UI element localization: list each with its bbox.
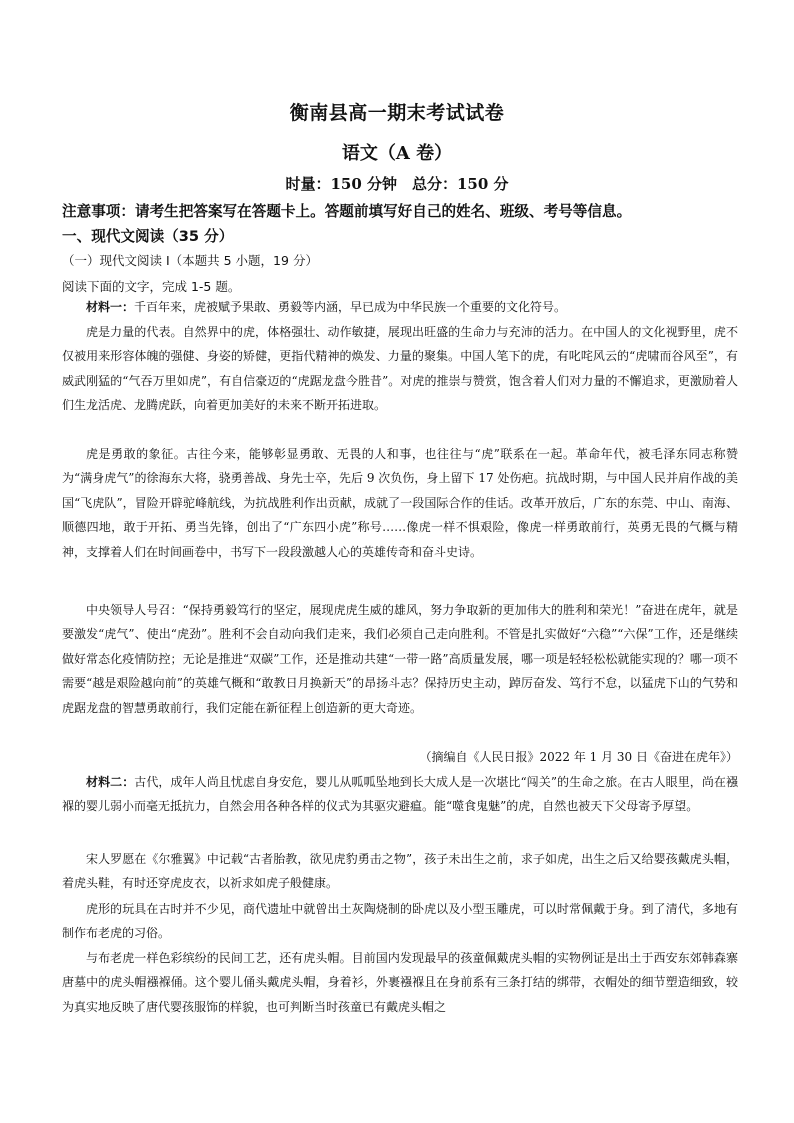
material1-paragraph-4: 中央领导人号召：“保持勇毅笃行的坚定，展现虎虎生威的雄风，努力争取新的更加伟大的胜利和荣光！”奋进在虎年，就是要激发“虎气”、使出“虎劲”。胜利不会自动向我们走来，我们必须自己走向胜利。不管是扎实做好“六稳”“六保”工作，还是继续做好常态化疫情防控；无论是推进“双碳”工作，还是推动共建“一带一路”高质量发展，哪一项是轻轻松松就能实现的？哪一项不需要“越是艰险越向前”的英雄气概和“敢教日月换新天”的昂扬斗志？保持历史主动，踔厉奋发、笃行不怠，以猛虎下山的气势和虎踞龙盘的智慧勇敢前行，我们定能在新征程上创造新的更大奇迹。 xyxy=(62,603,738,715)
material1-source: （摘编自《人民日报》2022 年 1 月 30 日《奋进在虎年》） xyxy=(419,750,738,764)
material2-paragraph-3: 虎形的玩具在古时并不少见，商代遗址中就曾出土灰陶烧制的卧虎以及小型玉雕虎，可以时常佩戴于身。到了清代，多地有制作布老虎的习俗。 xyxy=(62,902,738,941)
material1-paragraph-2: 虎是力量的代表。自然界中的虎，体格强壮、动作敏捷，展现出旺盛的生命力与充沛的活力。在中国人的文化视野里，虎不仅被用来形容体魄的强健、身姿的矫健，更指代精神的焕发、力量的聚集。中国人笔下的虎，有叱咤风云的“虎啸而谷风至”，有威武刚猛的“气吞万里如虎”，有自信豪迈的“虎踞龙盘今胜昔”。对虎的推崇与赞赏，饱含着人们对力量的不懈追求，更激励着人们生龙活虎、龙腾虎跃，向着更加美好的未来不断开拓进取。 xyxy=(62,325,738,413)
material2-paragraph-1: 古代，成年人尚且忧虑自身安危，婴儿从呱呱坠地到长大成人是一次堪比“闯关”的生命之旅。在古人眼里，尚在襁褓的婴儿弱小而毫无抵抗力，自然会用各种各样的仪式为其驱灾避瘟。能“噬食鬼魅”的虎，自然也被天下父母寄予厚望。 xyxy=(62,775,738,814)
material2-intro xyxy=(62,770,738,819)
section-heading: 一、现代文阅读（35 分） xyxy=(62,228,234,245)
notice-text: 注意事项：请考生把答案写在答题卡上。答题前填写好自己的姓名、班级、考号等信息。 xyxy=(62,203,632,220)
exam-title: 衡南县高一期末考试试卷 xyxy=(289,102,505,124)
sub-heading: （一）现代文阅读 I（本题共 5 小题，19 分） xyxy=(62,253,318,268)
instruction-text: 阅读下面的文字，完成 1-5 题。 xyxy=(62,279,241,294)
material1-paragraph-1: 千百年来，虎被赋予果敢、勇毅等内涵，早已成为中华民族一个重要的文化符号。 xyxy=(134,300,567,314)
time-score-line: 时量：150 分钟 总分：150 分 xyxy=(285,175,509,193)
exam-subject: 语文（A 卷） xyxy=(341,143,453,164)
material1-label: 材料一： xyxy=(86,300,135,314)
material2-paragraph-2: 宋人罗愿在《尔雅翼》中记载“古者胎教，欲见虎豹勇击之物”，孩子未出生之前，求子如虎，出生之后又给婴孩戴虎头帽，着虎头鞋，有时还穿虎皮衣，以祈求如虎子般健康。 xyxy=(62,852,738,891)
material1-paragraph-3: 虎是勇敢的象征。古往今来，能够彰显勇敢、无畏的人和事，也往往与“虎”联系在一起。革命年代，被毛泽东同志称赞为“满身虎气”的徐海东大将，骁勇善战、身先士卒，先后 9 次负伤，身上留下 17 处伤疤。抗战时期，与中国人民并肩作战的美国“飞虎队”，冒险开辟驼峰航线，为抗战胜利作出贡献，成就了一段国际合作的佳话。改革开放后，广东的东莞、中山、南海、顺德四地，敢于开拓、勇当先锋，创出了“广东四小虎”称号……像虎一样不惧艰险，像虎一样勇敢前行，英勇无畏的气概与精神，支撑着人们在时间画卷中，书写下一段段激越人心的英雄传奇和奋斗史诗。 xyxy=(62,447,738,559)
material2-paragraph-4: 与布老虎一样色彩缤纷的民间工艺，还有虎头帽。目前国内发现最早的孩童佩戴虎头帽的实物例证是出土于西安东郊韩森寨唐墓中的虎头帽襁褓俑。这个婴儿俑头戴虎头帽，身着衫，外裹襁褓且在身前系有三条打结的绑带，衣帽处的细节塑造细致，较为真实地反映了唐代婴孩服饰的样貌，也可判断当时孩童已有戴虎头帽之 xyxy=(62,951,738,1014)
material2-label: 材料二： xyxy=(86,775,135,789)
material1-intro xyxy=(62,295,738,319)
